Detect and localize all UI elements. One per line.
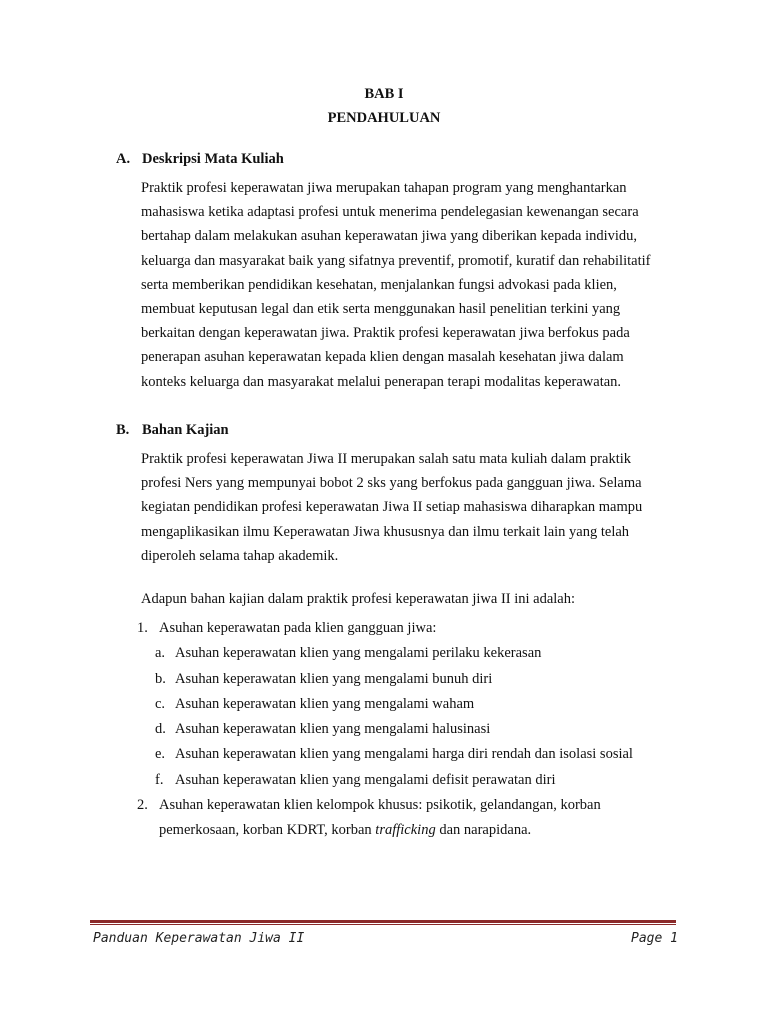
- list-item-text: Asuhan keperawatan pada klien gangguan jiwa:: [159, 620, 437, 636]
- paragraph-line: membuat keputusan legal dan etik serta menggunakan hasil penelitian terkini yang: [141, 301, 621, 318]
- list-item-text-continued: [159, 818, 697, 843]
- paragraph-line: mengaplikasikan ilmu Keperawatan Jiwa khususnya dan ilmu terkait lain yang telah: [141, 523, 630, 540]
- chapter-title: PENDAHULUAN: [327, 110, 441, 126]
- text-fragment: pemerkosaan, korban KDRT, korban: [159, 822, 376, 839]
- sub-item-letter: d.: [155, 721, 166, 738]
- paragraph-line: keluarga dan masyarakat baik yang sifatnya preventif, promotif, kuratif dan rehabilitatif: [141, 252, 651, 269]
- paragraph-line: profesi Ners yang mempunyai bobot 2 sks yang berfokus pada gangguan jiwa. Selama: [141, 475, 642, 492]
- sub-item-text: Asuhan keperawatan klien yang mengalami bunuh diri: [175, 670, 493, 687]
- study-material-list: [137, 616, 697, 844]
- chapter-number: BAB I: [364, 86, 404, 102]
- list-intro: Adapun bahan kajian dalam praktik profesi keperawatan jiwa II ini adalah:: [141, 591, 576, 607]
- paragraph-line: konteks keluarga dan masyarakat melalui penerapan terapi modalitas keperawatan.: [141, 373, 622, 390]
- section-b-letter: B.: [116, 422, 130, 438]
- section-b-title: Bahan Kajian: [142, 422, 229, 438]
- list-item-text: Asuhan keperawatan klien kelompok khusus: psikotik, gelandangan, korban: [159, 797, 601, 814]
- footer-page-number: Page 1: [631, 931, 678, 946]
- sub-item-letter: c.: [155, 695, 166, 712]
- sub-list-item: [137, 742, 697, 767]
- sub-item-text: Asuhan keperawatan klien yang mengalami perilaku kekerasan: [175, 645, 542, 662]
- list-item: [137, 616, 697, 641]
- list-item-number: 1.: [137, 620, 148, 636]
- paragraph-line: serta memberikan pendidikan kesehatan, menjalankan fungsi advokasi pada klien,: [141, 276, 617, 293]
- sub-item-letter: b.: [155, 670, 166, 687]
- paragraph-line: diperoleh selama tahap akademik.: [141, 547, 339, 564]
- section-b-paragraph: [141, 447, 676, 568]
- sub-list-item: [137, 692, 697, 717]
- sub-item-text: Asuhan keperawatan klien yang mengalami harga diri rendah dan isolasi sosial: [175, 746, 633, 763]
- section-a-heading: [116, 151, 284, 168]
- sub-item-text: Asuhan keperawatan klien yang mengalami halusinasi: [175, 721, 491, 738]
- footer-document-title: Panduan Keperawatan Jiwa II: [93, 931, 305, 946]
- paragraph-line: bertahap dalam melakukan asuhan keperawatan jiwa yang diberikan kepada individu,: [141, 228, 638, 245]
- sub-list-item: [137, 667, 697, 692]
- sub-item-text: Asuhan keperawatan klien yang mengalami defisit perawatan diri: [175, 771, 556, 788]
- section-a-paragraph: [141, 176, 676, 394]
- list-item: [137, 793, 697, 844]
- sub-list-item: [137, 717, 697, 742]
- text-fragment: dan narapidana.: [435, 822, 532, 839]
- sub-item-text: Asuhan keperawatan klien yang mengalami waham: [175, 695, 475, 712]
- sub-list: [137, 641, 697, 793]
- section-a-title: Deskripsi Mata Kuliah: [142, 151, 284, 167]
- paragraph-line: berkaitan dengan keperawatan jiwa. Praktik profesi keperawatan jiwa berfokus pada: [141, 325, 630, 342]
- paragraph-line: Praktik profesi keperawatan jiwa merupakan tahapan program yang menghantarkan: [141, 180, 627, 196]
- sub-list-item: [137, 768, 697, 793]
- paragraph-line: Praktik profesi keperawatan Jiwa II merupakan salah satu mata kuliah dalam praktik: [141, 451, 632, 467]
- list-item-number: 2.: [137, 797, 148, 814]
- sub-item-letter: e.: [155, 746, 166, 763]
- italic-term: trafficking: [375, 822, 436, 839]
- section-a-letter: A.: [116, 151, 131, 167]
- footer-rule: [90, 920, 676, 925]
- paragraph-line: mahasiswa ketika adaptasi profesi untuk menerima pendelegasian kewenangan secara: [141, 204, 639, 221]
- paragraph-line: kegiatan pendidikan profesi keperawatan Jiwa II setiap mahasiswa diharapkan mampu: [141, 499, 643, 516]
- section-b-heading: [116, 422, 229, 439]
- sub-item-letter: f.: [155, 771, 164, 788]
- sub-item-letter: a.: [155, 645, 166, 662]
- paragraph-line: penerapan asuhan keperawatan kepada klien dengan masalah kesehatan jiwa dalam: [141, 349, 624, 366]
- sub-list-item: [137, 641, 697, 666]
